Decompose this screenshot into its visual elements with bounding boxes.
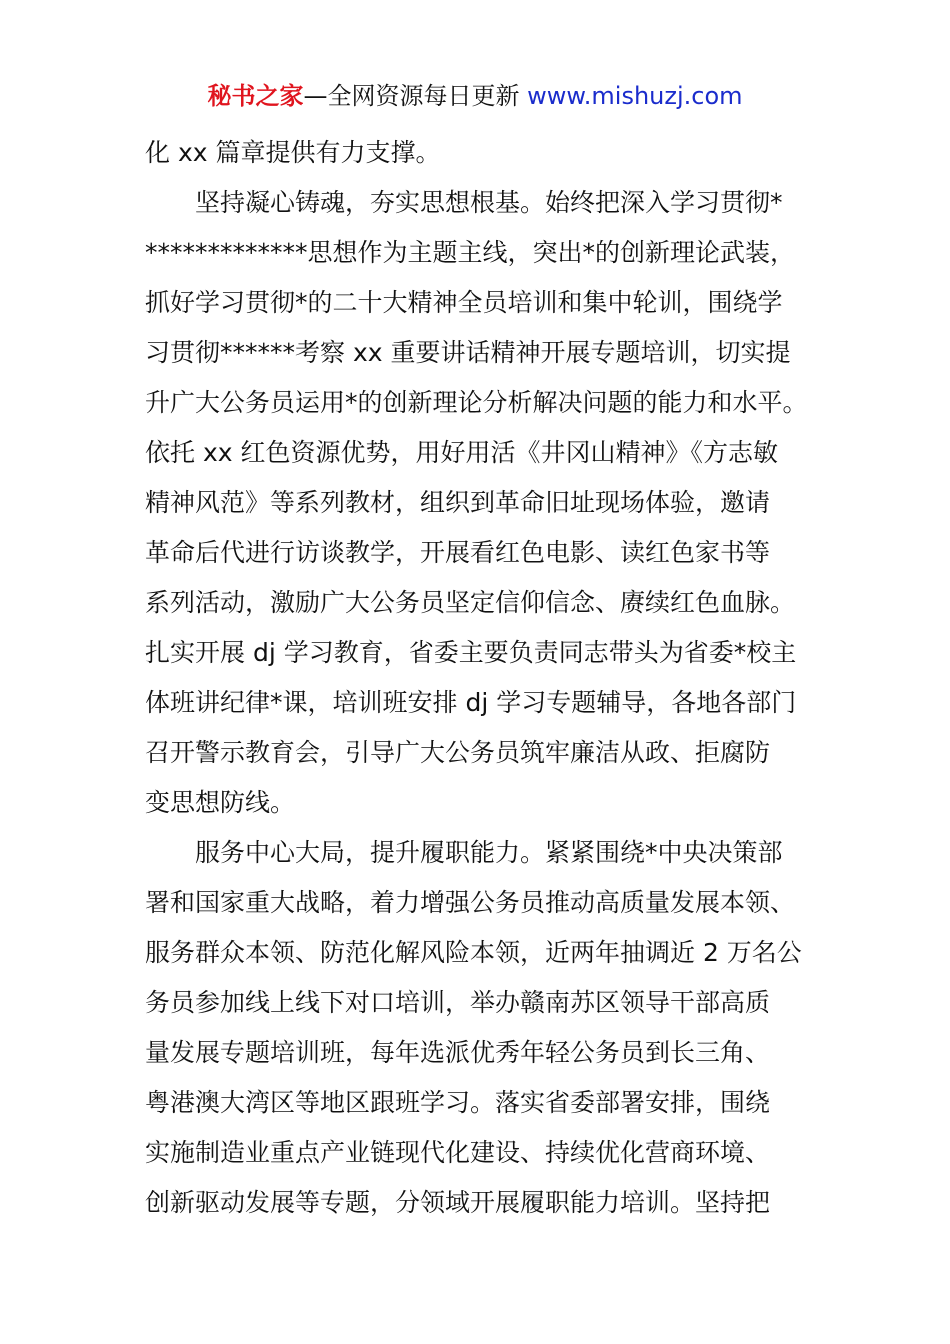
text-line: 召开警示教育会，引导广大公务员筑牢廉洁从政、拒腐防 [145, 738, 771, 767]
site-brand: 秘书之家 [207, 82, 304, 110]
text-line: 系列活动，激励广大公务员坚定信仰信念、赓续红色血脉。 [145, 588, 796, 617]
paragraph-start-line: 服务中心大局，提升履职能力。紧紧围绕*中央决策部 [195, 838, 783, 867]
text-line: *************思想作为主题主线，突出*的创新理论武装， [145, 238, 796, 267]
text-line: 革命后代进行访谈教学，开展看红色电影、读红色家书等 [145, 538, 771, 567]
text-line: 实施制造业重点产业链现代化建设、持续优化营商环境、 [145, 1138, 771, 1167]
text-line: 粤港澳大湾区等地区跟班学习。落实省委部署安排，围绕 [145, 1088, 771, 1117]
text-line: 依托 xx 红色资源优势，用好用活《井冈山精神》《方志敏 [145, 438, 778, 467]
site-url[interactable]: www.mishuzj.com [527, 82, 743, 110]
text-line: 化 xx 篇章提供有力支撑。 [145, 138, 441, 167]
page-header [0, 78, 950, 114]
text-line: 创新驱动发展等专题，分领域开展履职能力培训。坚持把 [145, 1188, 771, 1217]
document-body [145, 128, 825, 1228]
text-line: 署和国家重大战略，着力增强公务员推动高质量发展本领、 [145, 888, 796, 917]
text-line: 变思想防线。 [145, 788, 296, 817]
text-line: 升广大公务员运用*的创新理论分析解决问题的能力和水平。 [145, 388, 808, 417]
text-line: 务员参加线上线下对口培训，举办赣南苏区领导干部高质 [145, 988, 771, 1017]
text-line: 体班讲纪律*课，培训班安排 dj 学习专题辅导，各地各部门 [145, 688, 797, 717]
text-line: 服务群众本领、防范化解风险本领，近两年抽调近 2 万名公 [145, 938, 802, 967]
text-line: 精神风范》等系列教材，组织到革命旧址现场体验，邀请 [145, 488, 771, 517]
site-tagline: —全网资源每日更新 [303, 82, 528, 110]
text-line: 量发展专题培训班，每年选派优秀年轻公务员到长三角、 [145, 1038, 771, 1067]
text-line: 抓好学习贯彻*的二十大精神全员培训和集中轮训，围绕学 [145, 288, 783, 317]
text-line: 扎实开展 dj 学习教育，省委主要负责同志带头为省委*校主 [145, 638, 797, 667]
paragraph-start-line: 坚持凝心铸魂，夯实思想根基。始终把深入学习贯彻* [195, 188, 783, 217]
text-line: 习贯彻******考察 xx 重要讲话精神开展专题培训，切实提 [145, 338, 791, 367]
